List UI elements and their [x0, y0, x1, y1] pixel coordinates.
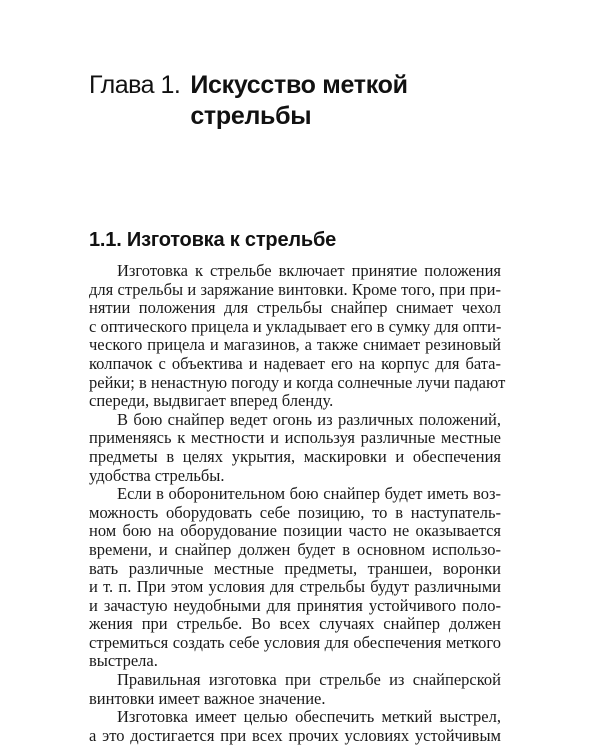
- text-line: ческого прицела и магазинов, а также снимает резиновый: [89, 335, 501, 355]
- text-line: колпачок с объектива и надевает его на корпус для бата-: [89, 353, 501, 373]
- text-line: стремиться создать себе условия для обеспечения меткого: [89, 632, 501, 652]
- text-line: В бою снайпер ведет огонь из различных положений,: [117, 409, 501, 429]
- text-line: выстрела.: [89, 651, 158, 671]
- text-line: Изготовка имеет целью обеспечить меткий выстрел,: [117, 707, 501, 727]
- text-line: Изготовка к стрельбе включает принятие положения: [117, 261, 501, 280]
- chapter-title-line: стрельбы: [190, 102, 312, 130]
- text-line: спереди, выдвигает вперед бленду.: [89, 391, 334, 411]
- text-line: применяясь к местности и используя различные местные: [89, 428, 501, 448]
- text-line: предметы в целях укрытия, маскировки и обеспечения: [89, 446, 501, 466]
- body-text: [89, 261, 506, 745]
- text-line: удобства стрельбы.: [89, 465, 225, 485]
- chapter-title-line: Искусство меткой: [190, 71, 408, 99]
- text-line: времени, и снайпер должен будет в основном использо-: [89, 539, 501, 559]
- text-line: и зачастую неудобными для принятия устойчивого поло-: [89, 595, 501, 615]
- text-line: для стрельбы и заряжание винтовки. Кроме того, при при-: [89, 279, 501, 299]
- text-line: винтовки имеет важное значение.: [89, 688, 326, 708]
- chapter-label: Глава 1.: [89, 71, 181, 99]
- text-line: с оптического прицела и укладывает его в сумку для опти-: [89, 316, 502, 336]
- text-line: Правильная изготовка при стрельбе из снайперской: [117, 670, 501, 690]
- text-line: рейки; в ненастную погоду и когда солнечные лучи падают: [89, 372, 506, 392]
- text-line: ном бою на оборудование позиции часто не оказывается: [89, 521, 501, 541]
- text-line: Если в оборонительном бою снайпер будет иметь воз-: [117, 484, 501, 504]
- chapter-heading: [89, 70, 529, 132]
- text-line: а это достигается при всех прочих условиях устойчивым: [89, 725, 501, 745]
- text-line: вать различные местные предметы, траншеи, воронки: [89, 558, 501, 578]
- chapter-title: [190, 70, 407, 132]
- text-line: и т. п. При этом условия для стрельбы будут различными: [89, 577, 501, 597]
- text-line: нятии положения для стрельбы снайпер снимает чехол: [89, 298, 501, 318]
- text-line: жения при стрельбе. Во всех случаях снайпер должен: [89, 614, 501, 634]
- section-title: 1.1. Изготовка к стрельбе: [89, 229, 337, 251]
- text-line: можность оборудовать себе позицию, то в наступатель-: [89, 502, 501, 522]
